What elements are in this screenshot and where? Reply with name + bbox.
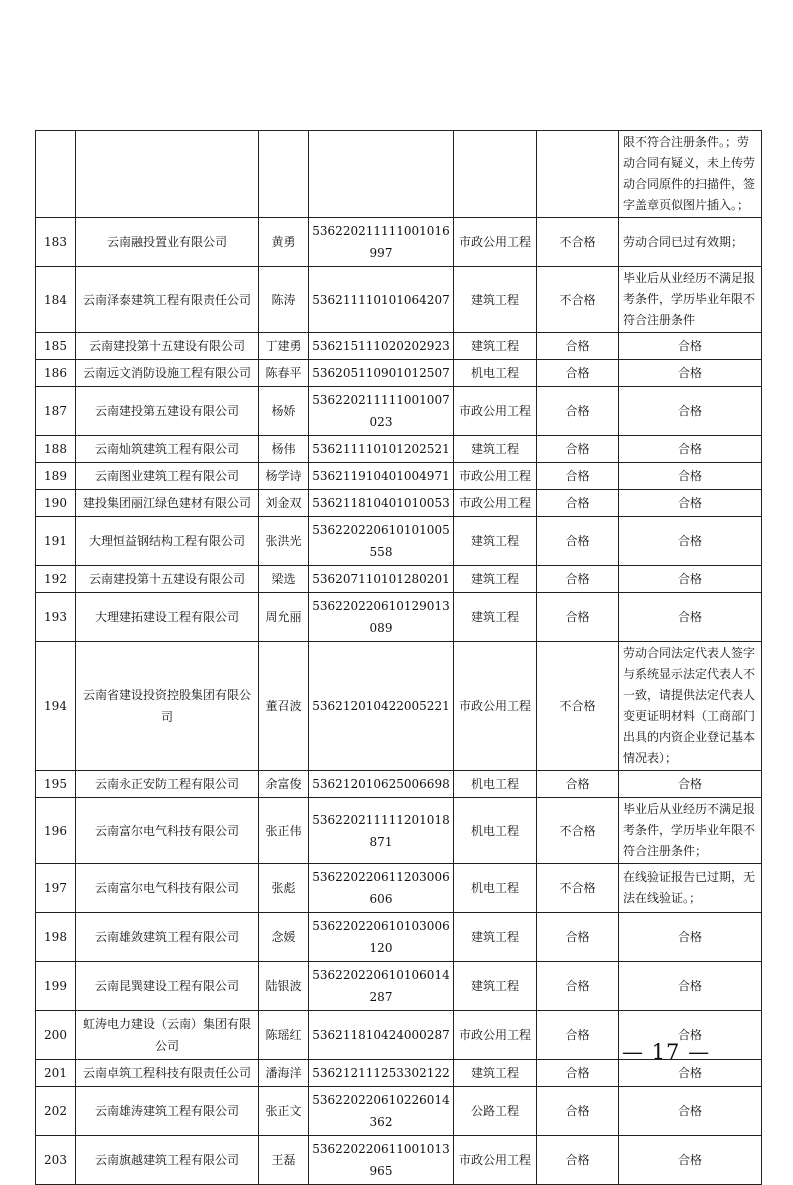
cell-major: 建筑工程 [454, 1060, 537, 1087]
cell-company: 云南卓筑工程科技有限责任公司 [76, 1060, 259, 1087]
cell-result: 不合格 [537, 218, 619, 267]
cell-remark: 劳动合同已过有效期； [619, 218, 762, 267]
table-row [36, 333, 762, 360]
cell-result: 不合格 [537, 798, 619, 864]
cell-name: 张彪 [259, 864, 309, 913]
cell-major: 建筑工程 [454, 593, 537, 642]
cell-result: 合格 [537, 913, 619, 962]
cell-major: 机电工程 [454, 771, 537, 798]
cell-company: 云南雄敛建筑工程有限公司 [76, 913, 259, 962]
cell-no: 189 [36, 463, 76, 490]
cell-company: 云南建投第五建设有限公司 [76, 387, 259, 436]
cell-name: 周允丽 [259, 593, 309, 642]
cell-id: 536220220610106014287 [309, 962, 454, 1011]
cell-major: 建筑工程 [454, 913, 537, 962]
cell-result: 合格 [537, 1011, 619, 1060]
table-row [36, 1136, 762, 1185]
cell-name: 杨伟 [259, 436, 309, 463]
cell-name: 潘海洋 [259, 1060, 309, 1087]
cell-major: 机电工程 [454, 864, 537, 913]
cell-id: 536220211111201018871 [309, 798, 454, 864]
cell-company [76, 131, 259, 218]
cell-id: 536211810424000287 [309, 1011, 454, 1060]
table-row [36, 463, 762, 490]
cell-major: 市政公用工程 [454, 387, 537, 436]
cell-remark: 合格 [619, 463, 762, 490]
cell-no: 184 [36, 267, 76, 333]
cell-company: 云南昆巽建设工程有限公司 [76, 962, 259, 1011]
cell-company: 云南旗越建筑工程有限公司 [76, 1136, 259, 1185]
cell-company: 云南永正安防工程有限公司 [76, 771, 259, 798]
cell-name: 陆银波 [259, 962, 309, 1011]
table-row [36, 517, 762, 566]
cell-id: 536211910401004971 [309, 463, 454, 490]
cell-major: 市政公用工程 [454, 463, 537, 490]
cell-major: 机电工程 [454, 798, 537, 864]
registration-results-table [35, 130, 762, 1185]
cell-major: 建筑工程 [454, 962, 537, 1011]
cell-result: 合格 [537, 463, 619, 490]
cell-id: 536220211111001016997 [309, 218, 454, 267]
cell-name: 张洪光 [259, 517, 309, 566]
cell-remark: 合格 [619, 913, 762, 962]
cell-remark: 合格 [619, 1011, 762, 1060]
cell-id: 536220220610101005558 [309, 517, 454, 566]
cell-remark: 合格 [619, 566, 762, 593]
cell-company: 大理建拓建设工程有限公司 [76, 593, 259, 642]
table-row [36, 267, 762, 333]
cell-name: 张正文 [259, 1087, 309, 1136]
cell-name: 梁选 [259, 566, 309, 593]
cell-remark: 合格 [619, 771, 762, 798]
cell-name: 余富俊 [259, 771, 309, 798]
cell-no: 195 [36, 771, 76, 798]
cell-result: 合格 [537, 1136, 619, 1185]
cell-result: 合格 [537, 1087, 619, 1136]
cell-no: 200 [36, 1011, 76, 1060]
cell-name: 王磊 [259, 1136, 309, 1185]
table-row [36, 566, 762, 593]
cell-result: 合格 [537, 360, 619, 387]
cell-id [309, 131, 454, 218]
cell-company: 云南远文消防设施工程有限公司 [76, 360, 259, 387]
cell-no: 203 [36, 1136, 76, 1185]
cell-remark: 合格 [619, 333, 762, 360]
cell-name: 董召波 [259, 642, 309, 771]
table-row [36, 913, 762, 962]
cell-remark: 合格 [619, 436, 762, 463]
cell-no [36, 131, 76, 218]
cell-name: 杨娇 [259, 387, 309, 436]
cell-no: 192 [36, 566, 76, 593]
cell-no: 190 [36, 490, 76, 517]
cell-name: 陈瑶红 [259, 1011, 309, 1060]
cell-remark: 合格 [619, 517, 762, 566]
cell-id: 536220220611001013965 [309, 1136, 454, 1185]
cell-result: 不合格 [537, 267, 619, 333]
cell-major: 公路工程 [454, 1087, 537, 1136]
cell-name: 张正伟 [259, 798, 309, 864]
cell-remark: 合格 [619, 962, 762, 1011]
cell-major: 市政公用工程 [454, 642, 537, 771]
cell-no: 186 [36, 360, 76, 387]
cell-id: 536220220610129013089 [309, 593, 454, 642]
cell-no: 185 [36, 333, 76, 360]
table-row [36, 864, 762, 913]
cell-company: 虹涛电力建设（云南）集团有限公司 [76, 1011, 259, 1060]
cell-result: 合格 [537, 771, 619, 798]
cell-no: 183 [36, 218, 76, 267]
cell-id: 536220211111001007023 [309, 387, 454, 436]
cell-no: 202 [36, 1087, 76, 1136]
cell-remark: 合格 [619, 387, 762, 436]
cell-company: 建投集团丽江绿色建材有限公司 [76, 490, 259, 517]
cell-no: 199 [36, 962, 76, 1011]
cell-major: 市政公用工程 [454, 1011, 537, 1060]
cell-result [537, 131, 619, 218]
cell-remark: 合格 [619, 1060, 762, 1087]
cell-company: 大理恒益钢结构工程有限公司 [76, 517, 259, 566]
table-row [36, 771, 762, 798]
cell-no: 193 [36, 593, 76, 642]
cell-name: 念媛 [259, 913, 309, 962]
cell-result: 不合格 [537, 642, 619, 771]
cell-name: 刘金双 [259, 490, 309, 517]
cell-remark: 在线验证报告已过期，无法在线验证。； [619, 864, 762, 913]
cell-company: 云南建投第十五建设有限公司 [76, 333, 259, 360]
cell-id: 536215111020202923 [309, 333, 454, 360]
cell-company: 云南融投置业有限公司 [76, 218, 259, 267]
cell-result: 合格 [537, 593, 619, 642]
cell-company: 云南泽泰建筑工程有限责任公司 [76, 267, 259, 333]
cell-no: 188 [36, 436, 76, 463]
table-row [36, 360, 762, 387]
cell-major: 建筑工程 [454, 436, 537, 463]
cell-result: 合格 [537, 490, 619, 517]
cell-remark: 毕业后从业经历不满足报考条件，学历毕业年限不符合注册条件； [619, 798, 762, 864]
cell-major: 市政公用工程 [454, 490, 537, 517]
cell-major: 建筑工程 [454, 517, 537, 566]
cell-result: 合格 [537, 436, 619, 463]
table-row [36, 798, 762, 864]
table-row [36, 387, 762, 436]
cell-company: 云南省建设投资控股集团有限公司 [76, 642, 259, 771]
cell-result: 不合格 [537, 864, 619, 913]
cell-id: 536212010422005221 [309, 642, 454, 771]
cell-major: 机电工程 [454, 360, 537, 387]
table-row [36, 1087, 762, 1136]
table-row [36, 962, 762, 1011]
cell-remark: 合格 [619, 1087, 762, 1136]
table-row [36, 642, 762, 771]
cell-name [259, 131, 309, 218]
cell-company: 云南图业建筑工程有限公司 [76, 463, 259, 490]
table-row [36, 218, 762, 267]
cell-id: 536207110101280201 [309, 566, 454, 593]
cell-remark: 合格 [619, 593, 762, 642]
cell-no: 194 [36, 642, 76, 771]
cell-name: 陈涛 [259, 267, 309, 333]
cell-id: 536211810401010053 [309, 490, 454, 517]
cell-remark: 合格 [619, 360, 762, 387]
cell-remark: 毕业后从业经历不满足报考条件，学历毕业年限不符合注册条件 [619, 267, 762, 333]
cell-id: 536212111253302122 [309, 1060, 454, 1087]
cell-result: 合格 [537, 566, 619, 593]
continued-row [36, 131, 762, 218]
cell-id: 536220220610226014362 [309, 1087, 454, 1136]
cell-id: 536205110901012507 [309, 360, 454, 387]
cell-no: 196 [36, 798, 76, 864]
cell-company: 云南灿筑建筑工程有限公司 [76, 436, 259, 463]
cell-company: 云南富尔电气科技有限公司 [76, 798, 259, 864]
cell-name: 丁建勇 [259, 333, 309, 360]
cell-no: 191 [36, 517, 76, 566]
cell-remark: 限不符合注册条件。；劳动合同有疑义，未上传劳动合同原件的扫描件，签字盖章页似图片插入。； [619, 131, 762, 218]
cell-name: 黄勇 [259, 218, 309, 267]
cell-major: 建筑工程 [454, 566, 537, 593]
cell-no: 197 [36, 864, 76, 913]
table-row [36, 436, 762, 463]
cell-major: 建筑工程 [454, 333, 537, 360]
table-row [36, 593, 762, 642]
cell-remark: 劳动合同法定代表人签字与系统显示法定代表人不一致，请提供法定代表人变更证明材料（工商部门出具的内资企业登记基本情况表）； [619, 642, 762, 771]
cell-company: 云南雄涛建筑工程有限公司 [76, 1087, 259, 1136]
cell-id: 536211110101064207 [309, 267, 454, 333]
cell-major [454, 131, 537, 218]
cell-company: 云南富尔电气科技有限公司 [76, 864, 259, 913]
cell-company: 云南建投第十五建设有限公司 [76, 566, 259, 593]
page-number: — 17 — [622, 1040, 711, 1064]
cell-id: 536220220611203006606 [309, 864, 454, 913]
cell-remark: 合格 [619, 1136, 762, 1185]
table-row [36, 490, 762, 517]
cell-result: 合格 [537, 517, 619, 566]
cell-id: 536211110101202521 [309, 436, 454, 463]
cell-id: 536220220610103006120 [309, 913, 454, 962]
cell-no: 198 [36, 913, 76, 962]
cell-major: 市政公用工程 [454, 218, 537, 267]
cell-major: 建筑工程 [454, 267, 537, 333]
cell-id: 536212010625006698 [309, 771, 454, 798]
cell-remark: 合格 [619, 490, 762, 517]
cell-result: 合格 [537, 962, 619, 1011]
cell-major: 市政公用工程 [454, 1136, 537, 1185]
cell-no: 187 [36, 387, 76, 436]
cell-result: 合格 [537, 1060, 619, 1087]
cell-name: 陈春平 [259, 360, 309, 387]
cell-result: 合格 [537, 387, 619, 436]
cell-name: 杨学诗 [259, 463, 309, 490]
cell-result: 合格 [537, 333, 619, 360]
cell-no: 201 [36, 1060, 76, 1087]
